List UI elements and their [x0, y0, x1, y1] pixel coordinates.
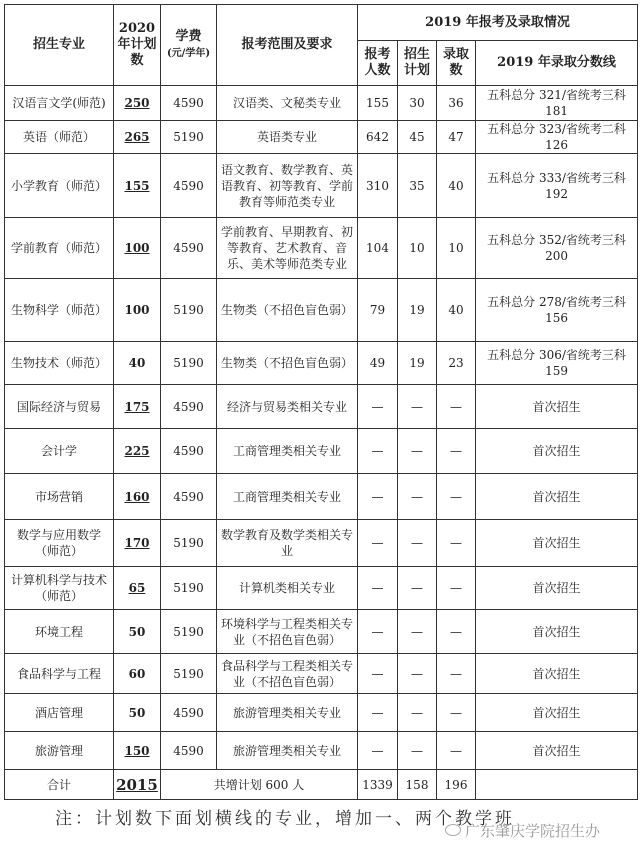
cell-fee: 5190	[161, 654, 217, 694]
cell-scope: 学前教育、早期教育、初等教育、艺术教育、音乐、美术等师范类专业	[217, 218, 358, 279]
table-row	[5, 154, 638, 218]
cell-plan-2019: —	[398, 567, 437, 610]
cell-applicants: —	[358, 429, 398, 474]
cell-admitted: 47	[437, 121, 476, 154]
table-row	[5, 121, 638, 154]
cell-applicants: —	[358, 474, 398, 520]
total-row	[5, 770, 638, 800]
cell-plan: 225	[114, 429, 161, 474]
cell-fee: 5190	[161, 567, 217, 610]
cell-scope: 旅游管理类相关专业	[217, 732, 358, 770]
cell-score-line: 五科总分 352/省统考三科 200	[476, 218, 638, 279]
cell-score-line: 首次招生	[476, 567, 638, 610]
cell-fee: 5190	[161, 520, 217, 567]
cell-fee: 4590	[161, 694, 217, 732]
cell-major: 生物技术（师范）	[5, 342, 114, 385]
cell-plan: 155	[114, 154, 161, 218]
cell-major: 国际经济与贸易	[5, 385, 114, 429]
cell-score-line: 首次招生	[476, 520, 638, 567]
table-row	[5, 694, 638, 732]
cell-major: 计算机科学与技术（师范）	[5, 567, 114, 610]
cell-major: 小学教育（师范）	[5, 154, 114, 218]
cell-applicants: 155	[358, 86, 398, 121]
cell-applicants: 642	[358, 121, 398, 154]
cell-fee: 5190	[161, 342, 217, 385]
cell-score-line: 首次招生	[476, 429, 638, 474]
cell-plan-2019: —	[398, 385, 437, 429]
cell-plan-2019: —	[398, 654, 437, 694]
total-label: 合计	[5, 770, 114, 800]
cell-score-line: 五科总分 333/省统考三科 192	[476, 154, 638, 218]
cell-plan: 150	[114, 732, 161, 770]
cell-admitted: 36	[437, 86, 476, 121]
cell-major: 数学与应用数学（师范）	[5, 520, 114, 567]
cell-applicants: 49	[358, 342, 398, 385]
cell-plan: 175	[114, 385, 161, 429]
cell-major: 市场营销	[5, 474, 114, 520]
cell-scope: 生物类（不招色盲色弱）	[217, 279, 358, 342]
cell-admitted: —	[437, 385, 476, 429]
cell-admitted: —	[437, 567, 476, 610]
header-scope: 报考范围及要求	[217, 5, 358, 86]
cell-fee: 4590	[161, 385, 217, 429]
watermark: 广东肇庆学院招生办	[445, 820, 600, 841]
table-row	[5, 385, 638, 429]
cell-plan-2019: —	[398, 610, 437, 654]
cell-score-line: 首次招生	[476, 694, 638, 732]
total-plan-2019: 158	[398, 770, 437, 800]
cell-plan: 60	[114, 654, 161, 694]
cell-plan: 170	[114, 520, 161, 567]
cell-applicants: —	[358, 694, 398, 732]
cell-score-line: 五科总分 306/省统考三科 159	[476, 342, 638, 385]
cell-plan: 100	[114, 218, 161, 279]
cell-admitted: —	[437, 654, 476, 694]
cell-applicants: 79	[358, 279, 398, 342]
cell-fee: 4590	[161, 154, 217, 218]
cell-scope: 经济与贸易类相关专业	[217, 385, 358, 429]
cell-score-line: 五科总分 323/省统考二科 126	[476, 121, 638, 154]
cell-major: 旅游管理	[5, 732, 114, 770]
cell-fee: 5190	[161, 610, 217, 654]
table-row	[5, 654, 638, 694]
cell-plan: 40	[114, 342, 161, 385]
cell-major: 酒店管理	[5, 694, 114, 732]
cell-fee: 4590	[161, 218, 217, 279]
cell-applicants: 104	[358, 218, 398, 279]
cell-scope: 计算机类相关专业	[217, 567, 358, 610]
header-plan-2019: 招生计划	[398, 41, 437, 86]
cell-fee: 5190	[161, 121, 217, 154]
total-note: 共增计划 600 人	[161, 770, 358, 800]
header-admitted: 录取数	[437, 41, 476, 86]
cell-scope: 汉语类、文秘类专业	[217, 86, 358, 121]
cell-admitted: 10	[437, 218, 476, 279]
cell-scope: 英语类专业	[217, 121, 358, 154]
cell-plan-2019: 45	[398, 121, 437, 154]
table-row	[5, 342, 638, 385]
wechat-icon	[445, 824, 461, 836]
cell-plan-2019: —	[398, 474, 437, 520]
cell-admitted: —	[437, 694, 476, 732]
cell-applicants: —	[358, 654, 398, 694]
cell-major: 学前教育（师范）	[5, 218, 114, 279]
cell-admitted: —	[437, 732, 476, 770]
cell-major: 英语（师范）	[5, 121, 114, 154]
cell-score-line: 五科总分 278/省统考三科 156	[476, 279, 638, 342]
table-row	[5, 610, 638, 654]
cell-plan: 100	[114, 279, 161, 342]
cell-plan-2019: 10	[398, 218, 437, 279]
cell-scope: 环境科学与工程类相关专业（不招色盲色弱）	[217, 610, 358, 654]
cell-scope: 旅游管理类相关专业	[217, 694, 358, 732]
footnote: 注：计划数下面划横线的专业，增加一、两个教学班	[55, 809, 515, 829]
table-row	[5, 732, 638, 770]
table-row	[5, 86, 638, 121]
table-row	[5, 218, 638, 279]
cell-scope: 数学教育及数学类相关专业	[217, 520, 358, 567]
cell-score-line: 首次招生	[476, 732, 638, 770]
cell-plan-2019: 35	[398, 154, 437, 218]
table-row	[5, 279, 638, 342]
cell-admitted: —	[437, 429, 476, 474]
cell-plan-2019: 30	[398, 86, 437, 121]
cell-admitted: —	[437, 610, 476, 654]
cell-fee: 4590	[161, 86, 217, 121]
cell-fee: 4590	[161, 429, 217, 474]
cell-plan: 65	[114, 567, 161, 610]
cell-applicants: —	[358, 610, 398, 654]
cell-plan-2019: —	[398, 520, 437, 567]
header-2019: 2019 年报考及录取情况	[358, 5, 638, 41]
total-plan: 2015	[114, 770, 161, 800]
admissions-table	[4, 4, 638, 800]
cell-score-line: 首次招生	[476, 474, 638, 520]
table-row	[5, 567, 638, 610]
header-score-line: 2019 年录取分数线	[476, 41, 638, 86]
total-score-line	[476, 770, 638, 800]
cell-admitted: 40	[437, 154, 476, 218]
cell-major: 汉语言文学(师范)	[5, 86, 114, 121]
total-admitted: 196	[437, 770, 476, 800]
cell-score-line: 首次招生	[476, 385, 638, 429]
header-major: 招生专业	[5, 5, 114, 86]
cell-scope: 语文教育、数学教育、英语教育、初等教育、学前教育等师范类专业	[217, 154, 358, 218]
cell-plan: 50	[114, 694, 161, 732]
cell-score-line: 首次招生	[476, 610, 638, 654]
header-applicants: 报考人数	[358, 41, 398, 86]
cell-scope: 工商管理类相关专业	[217, 429, 358, 474]
cell-plan-2019: —	[398, 732, 437, 770]
cell-applicants: 310	[358, 154, 398, 218]
header-fee: 学费 (元/学年)	[161, 5, 217, 86]
cell-applicants: —	[358, 732, 398, 770]
cell-admitted: 23	[437, 342, 476, 385]
cell-scope: 生物类（不招色盲色弱）	[217, 342, 358, 385]
cell-score-line: 五科总分 321/省统考三科 181	[476, 86, 638, 121]
cell-scope: 食品科学与工程类相关专业（不招色盲色弱）	[217, 654, 358, 694]
cell-plan: 250	[114, 86, 161, 121]
cell-scope: 工商管理类相关专业	[217, 474, 358, 520]
cell-fee: 4590	[161, 474, 217, 520]
table-row	[5, 520, 638, 567]
table-row	[5, 474, 638, 520]
cell-major: 环境工程	[5, 610, 114, 654]
table-row	[5, 429, 638, 474]
header-plan-2020: 2020年计划数	[114, 5, 161, 86]
cell-plan-2019: 19	[398, 279, 437, 342]
cell-major: 生物科学（师范）	[5, 279, 114, 342]
cell-admitted: 40	[437, 279, 476, 342]
cell-plan-2019: —	[398, 429, 437, 474]
cell-admitted: —	[437, 474, 476, 520]
cell-plan: 265	[114, 121, 161, 154]
cell-plan: 50	[114, 610, 161, 654]
cell-applicants: —	[358, 567, 398, 610]
cell-admitted: —	[437, 520, 476, 567]
cell-plan: 160	[114, 474, 161, 520]
cell-plan-2019: 19	[398, 342, 437, 385]
cell-score-line: 首次招生	[476, 654, 638, 694]
cell-fee: 5190	[161, 279, 217, 342]
cell-major: 会计学	[5, 429, 114, 474]
cell-major: 食品科学与工程	[5, 654, 114, 694]
cell-plan-2019: —	[398, 694, 437, 732]
cell-applicants: —	[358, 385, 398, 429]
cell-fee: 4590	[161, 732, 217, 770]
total-applicants: 1339	[358, 770, 398, 800]
cell-applicants: —	[358, 520, 398, 567]
